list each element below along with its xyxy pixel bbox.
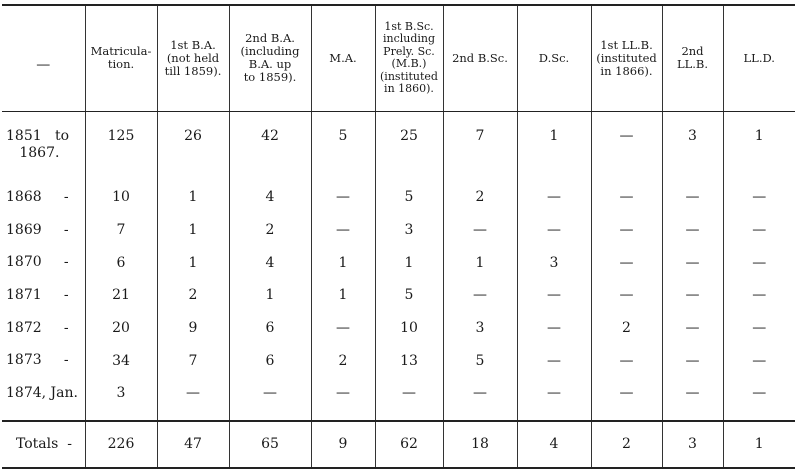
total-ma: 9 <box>311 421 375 468</box>
cell-1st-llb: — <box>591 111 662 181</box>
header-1st-llb: 1st LL.B. (instituted in 1866). <box>591 5 662 111</box>
header-matriculation: Matricula- tion. <box>85 5 157 111</box>
cell-1st-ba: 1 <box>157 181 229 214</box>
spacer-cell <box>517 410 591 421</box>
cell-2nd-ba: 4 <box>229 181 311 214</box>
cell-1st-bsc: 1 <box>375 246 443 279</box>
cell-ma: 1 <box>311 246 375 279</box>
cell-1st-llb: — <box>591 377 662 410</box>
cell-dsc: 3 <box>517 246 591 279</box>
cell-ma: — <box>311 214 375 247</box>
header-2nd-bsc: 2nd B.Sc. <box>443 5 517 111</box>
cell-lld: — <box>723 279 795 312</box>
table-row <box>2 312 795 345</box>
total-matriculation: 226 <box>85 421 157 468</box>
cell-2nd-bsc: — <box>443 279 517 312</box>
cell-1st-ba: 1 <box>157 246 229 279</box>
total-1st-ba: 47 <box>157 421 229 468</box>
cell-2nd-llb: — <box>662 214 723 247</box>
cell-2nd-ba: — <box>229 377 311 410</box>
cell-1st-bsc: 10 <box>375 312 443 345</box>
cell-lld: — <box>723 181 795 214</box>
cell-ma: 1 <box>311 279 375 312</box>
spacer-cell <box>85 410 157 421</box>
row-year-label: 1874, Jan. <box>6 384 78 401</box>
header-2nd-llb: 2nd LL.B. <box>662 5 723 111</box>
header-dsc: D.Sc. <box>517 5 591 111</box>
row-year-label: 1872 - <box>6 319 69 336</box>
cell-1st-bsc: 25 <box>375 111 443 181</box>
cell-1st-bsc: 5 <box>375 279 443 312</box>
cell-dsc: 1 <box>517 111 591 181</box>
cell-1st-ba: 26 <box>157 111 229 181</box>
row-year-label: 1873 - <box>6 352 69 369</box>
cell-1st-llb: 2 <box>591 312 662 345</box>
cell-1st-llb: — <box>591 214 662 247</box>
table-row <box>2 279 795 312</box>
cell-1st-ba: — <box>157 377 229 410</box>
spacer-cell <box>723 410 795 421</box>
cell-matriculation: 21 <box>85 279 157 312</box>
cell-lld: — <box>723 246 795 279</box>
cell-1st-bsc: 3 <box>375 214 443 247</box>
table-row <box>2 181 795 214</box>
cell-2nd-ba: 6 <box>229 344 311 377</box>
header-1st-bsc: 1st B.Sc. including Prely. Sc. (M.B.) (instituted in 1860). <box>375 5 443 111</box>
cell-matriculation: 20 <box>85 312 157 345</box>
cell-1st-ba: 9 <box>157 312 229 345</box>
cell-2nd-llb: — <box>662 344 723 377</box>
spacer-cell <box>591 410 662 421</box>
cell-2nd-llb: — <box>662 312 723 345</box>
header-1st-ba: 1st B.A. (not held till 1859). <box>157 5 229 111</box>
cell-ma: 2 <box>311 344 375 377</box>
spacer-cell <box>2 410 85 421</box>
cell-2nd-bsc: 5 <box>443 344 517 377</box>
cell-lld: — <box>723 214 795 247</box>
total-2nd-bsc: 18 <box>443 421 517 468</box>
spacer-row <box>2 410 795 421</box>
degrees-table <box>2 4 795 469</box>
total-1st-llb: 2 <box>591 421 662 468</box>
cell-matriculation: 6 <box>85 246 157 279</box>
cell-2nd-ba: 6 <box>229 312 311 345</box>
cell-matriculation: 7 <box>85 214 157 247</box>
cell-2nd-llb: — <box>662 279 723 312</box>
spacer-cell <box>443 410 517 421</box>
total-lld: 1 <box>723 421 795 468</box>
total-2nd-llb: 3 <box>662 421 723 468</box>
cell-1st-ba: 1 <box>157 214 229 247</box>
cell-1st-llb: — <box>591 279 662 312</box>
cell-dsc: — <box>517 377 591 410</box>
cell-matriculation: 10 <box>85 181 157 214</box>
cell-2nd-ba: 1 <box>229 279 311 312</box>
row-year-label: 1869 - <box>6 221 69 238</box>
table-row <box>2 377 795 410</box>
header-blank: — <box>2 5 85 111</box>
cell-matriculation: 34 <box>85 344 157 377</box>
cell-2nd-ba: 2 <box>229 214 311 247</box>
cell-dsc: — <box>517 214 591 247</box>
cell-2nd-bsc: — <box>443 214 517 247</box>
cell-1st-llb: — <box>591 181 662 214</box>
cell-dsc: — <box>517 181 591 214</box>
cell-dsc: — <box>517 344 591 377</box>
cell-1st-bsc: 13 <box>375 344 443 377</box>
spacer-cell <box>375 410 443 421</box>
table-row <box>2 246 795 279</box>
spacer-cell <box>662 410 723 421</box>
total-1st-bsc: 62 <box>375 421 443 468</box>
header-ma: M.A. <box>311 5 375 111</box>
cell-1st-ba: 7 <box>157 344 229 377</box>
cell-matriculation: 3 <box>85 377 157 410</box>
spacer-cell <box>157 410 229 421</box>
table-row <box>2 214 795 247</box>
total-dsc: 4 <box>517 421 591 468</box>
cell-2nd-llb: — <box>662 377 723 410</box>
row-year-label: 1868 - <box>6 188 69 205</box>
header-2nd-ba: 2nd B.A. (including B.A. up to 1859). <box>229 5 311 111</box>
cell-ma: 5 <box>311 111 375 181</box>
cell-2nd-ba: 42 <box>229 111 311 181</box>
cell-1st-llb: — <box>591 344 662 377</box>
cell-ma: — <box>311 377 375 410</box>
cell-dsc: — <box>517 312 591 345</box>
cell-matriculation: 125 <box>85 111 157 181</box>
cell-ma: — <box>311 312 375 345</box>
cell-2nd-bsc: 3 <box>443 312 517 345</box>
row-year-label: 1851 to 1867. <box>6 127 70 161</box>
cell-2nd-llb: 3 <box>662 111 723 181</box>
header-row <box>2 5 795 111</box>
spacer-cell <box>311 410 375 421</box>
cell-2nd-bsc: — <box>443 377 517 410</box>
cell-dsc: — <box>517 279 591 312</box>
cell-2nd-bsc: 2 <box>443 181 517 214</box>
cell-2nd-ba: 4 <box>229 246 311 279</box>
table-row <box>2 344 795 377</box>
cell-ma: — <box>311 181 375 214</box>
totals-label: Totals - <box>2 421 85 468</box>
cell-2nd-llb: — <box>662 246 723 279</box>
table-row <box>2 111 795 181</box>
cell-1st-llb: — <box>591 246 662 279</box>
cell-lld: — <box>723 312 795 345</box>
cell-2nd-bsc: 1 <box>443 246 517 279</box>
spacer-cell <box>229 410 311 421</box>
cell-1st-bsc: 5 <box>375 181 443 214</box>
cell-2nd-bsc: 7 <box>443 111 517 181</box>
table-body <box>2 111 795 468</box>
totals-row <box>2 421 795 468</box>
row-year-label: 1870 - <box>6 254 69 271</box>
cell-2nd-llb: — <box>662 181 723 214</box>
cell-lld: — <box>723 344 795 377</box>
cell-lld: — <box>723 377 795 410</box>
row-year-label: 1871 - <box>6 286 69 303</box>
header-lld: LL.D. <box>723 5 795 111</box>
total-2nd-ba: 65 <box>229 421 311 468</box>
cell-1st-bsc: — <box>375 377 443 410</box>
cell-lld: 1 <box>723 111 795 181</box>
cell-1st-ba: 2 <box>157 279 229 312</box>
